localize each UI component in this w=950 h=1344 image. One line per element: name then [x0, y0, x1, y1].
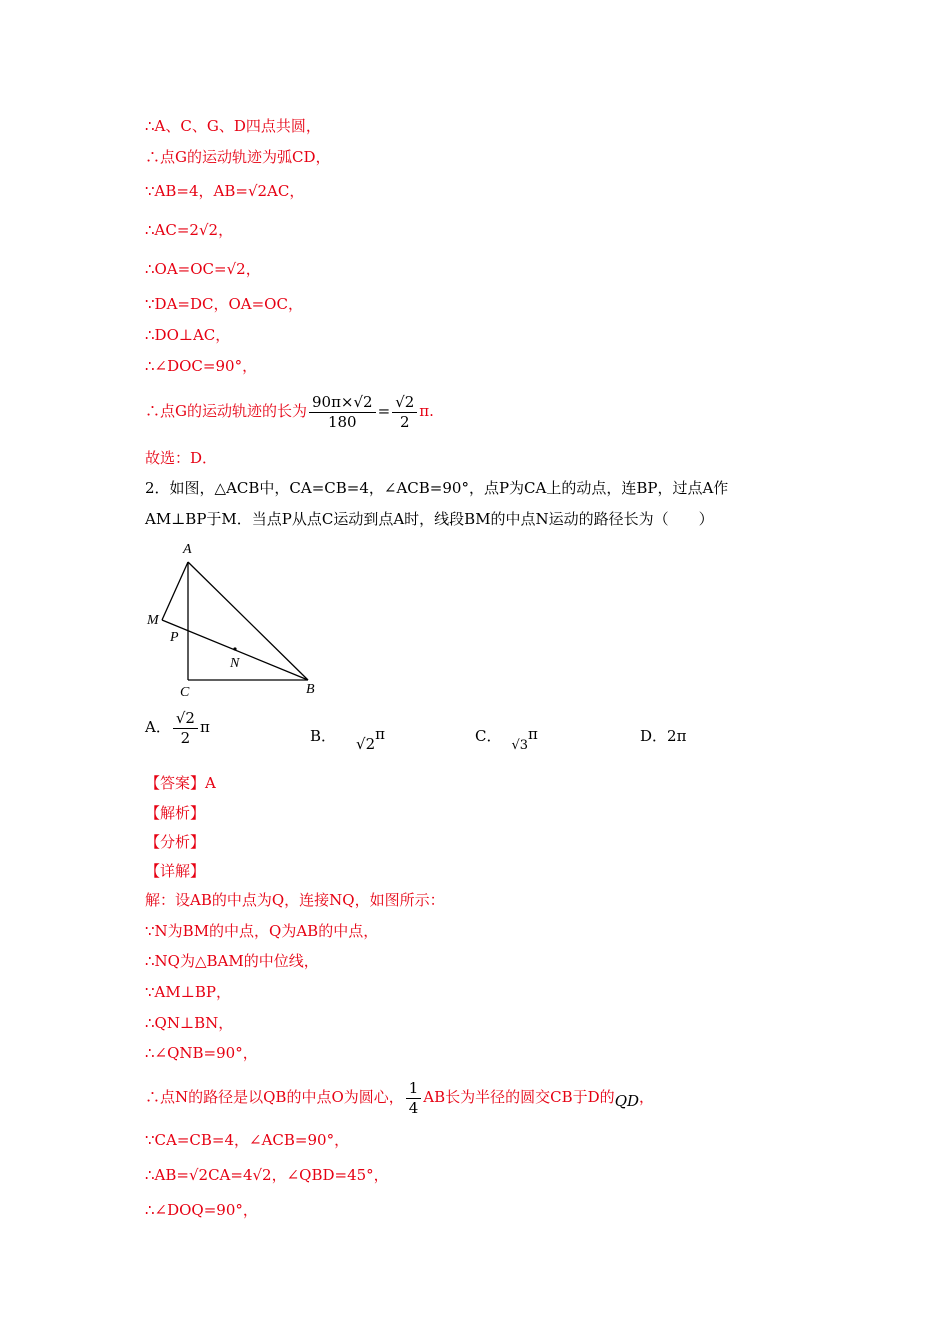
detail-line-3: ∴NQ为△BAM的中位线， [145, 952, 319, 970]
sqrt-expr: √2 [198, 221, 219, 239]
question-line-2: AM⊥BP于M．当点P从点C运动到点A时，线段BM的中点N运动的路径长为（ ） [145, 510, 714, 528]
detail-line-5: ∴QN⊥BN， [145, 1014, 234, 1032]
fraction: $\frac{90\pi\times√2}{180}$ [309, 394, 376, 430]
solution-line-10: 故选：D． [145, 449, 218, 467]
solution-line-3: ∵AB=4，AB=√2AC， [145, 182, 305, 200]
detail-line-2: ∵N为BM的中点，Q为AB的中点， [145, 922, 379, 940]
option-c: C．√3π [475, 725, 538, 753]
option-a: A． $\frac{√2}{2}$ π [145, 709, 210, 747]
detail-line-7: ∴点N的路径是以QB的中点O为圆心， $\frac{1}{4}$ AB长为半径的圆交CB于D的QD， [145, 1079, 655, 1117]
point-n [233, 647, 236, 650]
analysis-tag: 【解析】 [145, 804, 206, 822]
solution-line-4: ∴AC=2√2， [145, 221, 234, 239]
option-d: D．2π [640, 727, 687, 745]
fraction: $\frac{√2}{2}$ [173, 710, 198, 746]
triangle-figure [140, 538, 325, 703]
fraction: $\frac{√2}{2}$ [392, 394, 417, 430]
option-b: B． √2π [310, 725, 385, 753]
detail-line-4: ∵AM⊥BP， [145, 983, 231, 1001]
segment-ab [188, 562, 308, 680]
label-c: C [180, 685, 190, 700]
detail-line-10: ∴∠DOQ=90°， [145, 1201, 258, 1219]
detail-line-1: 解：设AB的中点为Q，连接NQ，如图所示： [145, 891, 445, 909]
detail-line-6: ∴∠QNB=90°， [145, 1044, 258, 1062]
detail-line-8: ∵CA=CB=4，∠ACB=90°， [145, 1131, 350, 1149]
detail-line-9: ∴AB=√2CA=4√2，∠QBD=45°， [145, 1166, 389, 1184]
arc-qd: QD [614, 1092, 640, 1110]
solution-line-5: ∴OA=OC=√2， [145, 260, 261, 278]
segment-am [162, 562, 188, 620]
question-line-1: 2．如图，△ACB中，CA=CB=4，∠ACB=90°，点P为CA上的动点，连BP，过点A作 [145, 479, 729, 497]
answer-tag: 【答案】A [145, 774, 216, 792]
solution-line-6: ∵DA=DC，OA=OC， [145, 295, 303, 313]
fraction: $\frac{1}{4}$ [406, 1080, 422, 1116]
detail-tag: 【详解】 [145, 862, 206, 880]
label-a: A [183, 542, 192, 557]
label-b: B [306, 682, 315, 697]
sqrt-expr: √2 [226, 260, 246, 278]
solution-line-9: ∴点G的运动轨迹的长为 $\frac{90\pi\times√2}{180}$ = $\frac{√2}{2}$ π. [145, 393, 434, 431]
label-p: P [170, 630, 179, 645]
solution-line-1: ∴A、C、G、D四点共圆， [145, 117, 321, 135]
solution-line-2: ∴点G的运动轨迹为弧CD， [145, 148, 331, 166]
label-m: M [147, 613, 159, 628]
solution-line-7: ∴DO⊥AC， [145, 326, 231, 344]
sqrt-expr: √2 [247, 182, 268, 200]
solution-line-8: ∴∠DOC=90°， [145, 357, 258, 375]
fenxi-tag: 【分析】 [145, 833, 206, 851]
label-n: N [230, 656, 240, 671]
